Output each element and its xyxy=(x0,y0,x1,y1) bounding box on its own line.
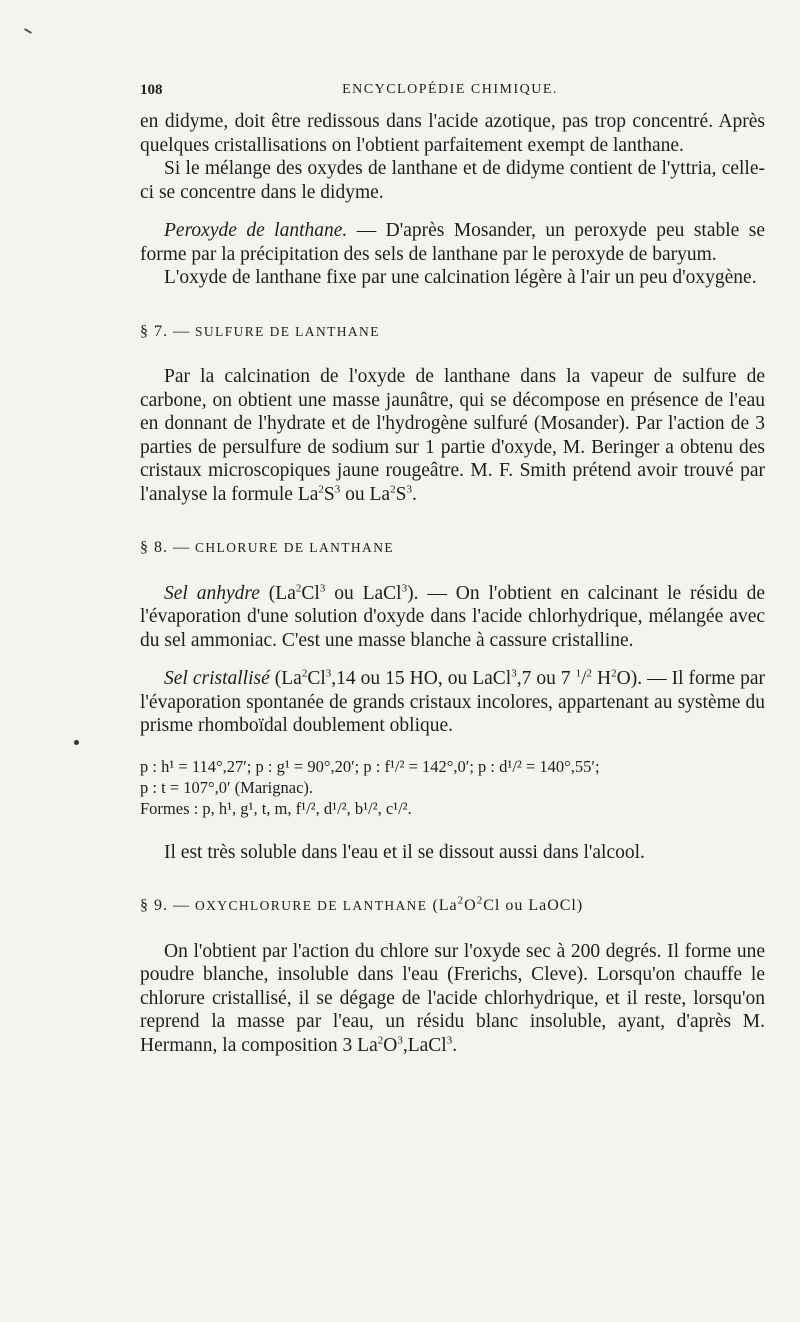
paragraph: Sel cristallisé (La$^2$Cl$^3$,14 ou 15 HO, ou LaCl$^3$,7 ou 7 $^1$/$^2$ $H^2O$). — Il forme par l'évaporation spontanée de grands cristaux incolores, appartenant au système du prisme rhomboïdal doublement oblique. xyxy=(140,667,765,736)
crystal-angles-line: p : h¹ = 114°,27′; p : g¹ = 90°,20′; p : f¹/² = 142°,0′; p : d¹/² = 140°,55′; xyxy=(140,756,600,776)
section-heading xyxy=(140,536,765,560)
crystal-forms-line: Formes : p, h¹, g¹, t, m, f¹/², d¹/², b¹/², c¹/². xyxy=(140,798,412,818)
paragraph-text: — D'après Mosander, un peroxyde peu stable se forme par la précipitation des sels de lanthane par le peroxyde de baryum. xyxy=(140,220,766,265)
section-number: § 8. — xyxy=(140,539,195,556)
section-number: § 9. — xyxy=(140,897,195,914)
paragraph: Sel anhydre (La$^2$Cl$^3$ ou LaCl$^3$). — On l'obtient en calcinant le résidu de l'évaporation d'une solution d'oxyde dans l'acide chlorhydrique, mélangée avec du sel ammoniac. C'est une masse blanche à cassure cristalline. xyxy=(140,582,766,651)
running-title: ENCYCLOPÉDIE CHIMIQUE. xyxy=(342,82,558,97)
section-title: CHLORURE DE LANTHANE xyxy=(195,540,394,555)
running-header xyxy=(140,82,760,104)
paragraph-heading: Sel anhydre xyxy=(164,582,260,604)
section-title: SULFURE DE LANTHANE xyxy=(195,323,380,339)
paragraph-heading: Sel cristallisé xyxy=(164,668,270,689)
paragraph: en didyme, doit être redissous dans l'acide azotique, pas trop concentré. Après quelques cristallisations on l'obtient parfaitement exempt de lanthane. xyxy=(140,111,765,156)
paragraph: Par la calcination de l'oxyde de lanthane dans la vapeur de sulfure de carbone, on obtient une masse jaunâtre, qui se décompose en présence de l'eau en donnant de l'hydrate et de l'hydrogène sulfuré (Mosander). Par l'action de 3 parties de persulfure de sodium sur 1 partie d'oxyde, M. Beringer a obtenu des cristaux microscopiques jaune rougeâtre. M. F. Smith prétend avoir trouvé par l'analyse la formule $La^2S^3$ ou $La^2S^3$. xyxy=(140,366,765,505)
section-heading: § 9. — OXYCHLORURE DE LANTHANE ($La^2O^2Cl$ ou LaOCl) xyxy=(140,894,584,914)
paragraph: Il est très soluble dans l'eau et il se dissout aussi dans l'alcool. xyxy=(164,841,645,863)
page-number: 108 xyxy=(140,82,163,98)
section-heading xyxy=(140,320,765,344)
paragraph: L'oxyde de lanthane fixe par une calcination légère à l'air un peu d'oxygène. xyxy=(164,267,757,288)
section-number: § 7. — xyxy=(140,322,195,340)
crystal-angles-line: p : t = 107°,0′ (Marignac). xyxy=(140,777,314,797)
paragraph: Si le mélange des oxydes de lanthane et de didyme contient de l'yttria, celle-ci se concentre dans le didyme. xyxy=(140,158,765,203)
paragraph xyxy=(140,219,765,266)
margin-dot xyxy=(74,740,79,745)
page-body xyxy=(140,110,765,1057)
section-title: OXYCHLORURE DE LANTHANE xyxy=(195,898,428,913)
scan-mark xyxy=(24,28,32,34)
paragraph-heading: Peroxyde de lanthane. xyxy=(164,220,348,241)
paragraph: On l'obtient par l'action du chlore sur l'oxyde sec à 200 degrés. Il forme une poudre blanche, insoluble dans l'eau (Frerichs, Cleve). Lorsqu'on chauffe le chlorure cristallisé, il se dégage de l'acide chlorhydrique, et il reste, lorsqu'on reprend la masse par l'eau, un résidu blanc insoluble, ayant, d'après M. Hermann, la composition 3 $La^2O^3,LaCl^3$. xyxy=(140,940,765,1056)
